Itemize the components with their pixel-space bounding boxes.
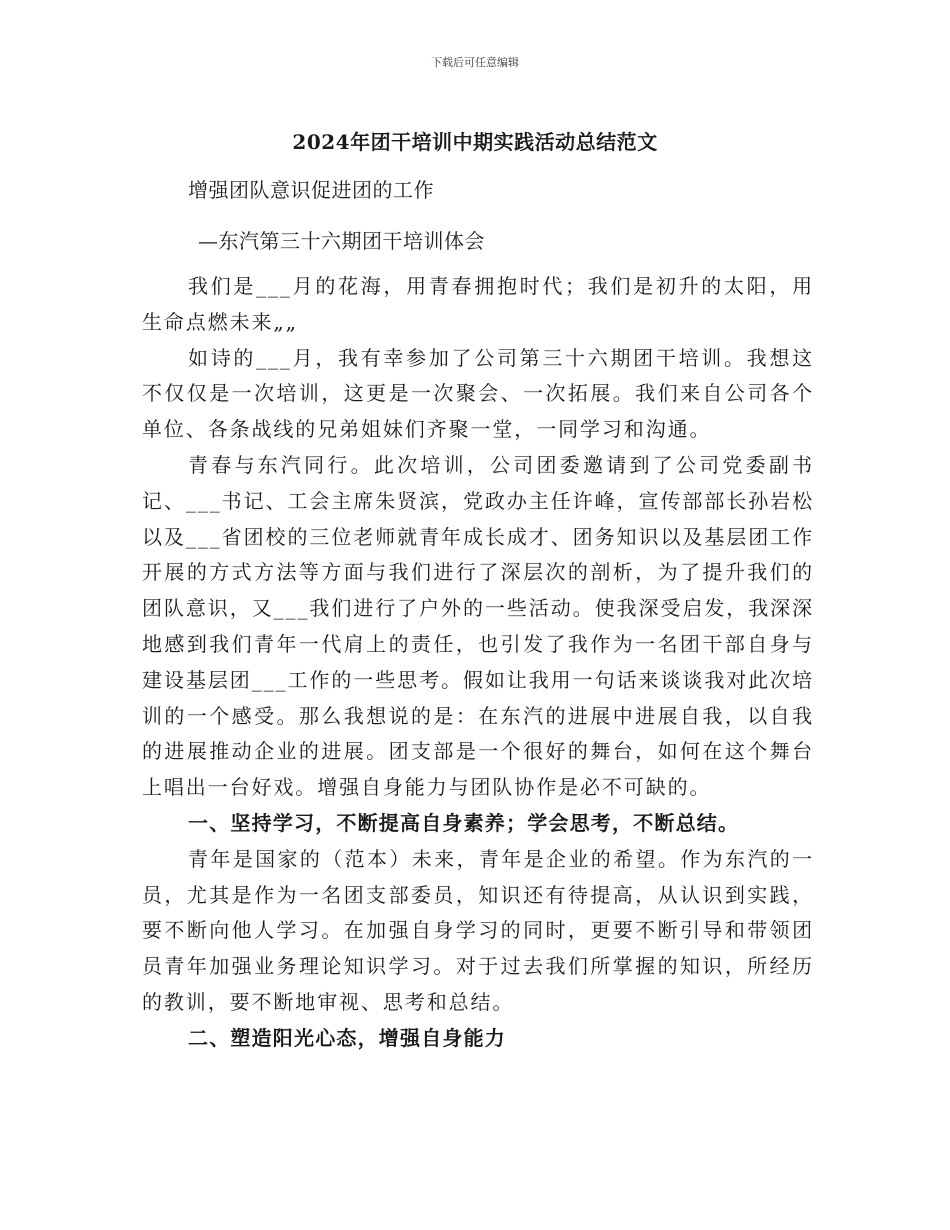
document-byline: —东汽第三十六期团干培训体会 <box>198 229 485 253</box>
document-body <box>142 269 814 1057</box>
document-title: 2024年团干培训中期实践活动总结范文 <box>292 130 658 154</box>
document-subtitle: 增强团队意识促进团的工作 <box>188 178 434 202</box>
paragraph-learning: 青年是国家的（范本）未来，青年是企业的希望。作为东汽的一员，尤其是作为一名团支部委员，知识还有待提高，从认识到实践，要不断向他人学习。在加强自身学习的同时，更要不断引导和带领团员青年加强业务理论知识学习。对于过去我们所掌握的知识，所经历的教训，要不断地审视、思考和总结。 <box>142 846 814 1014</box>
section-heading-1: 一、坚持学习，不断提高自身素养；学会思考，不断总结。 <box>188 810 740 835</box>
paragraph-training: 如诗的___月，我有幸参加了公司第三十六期团干培训。我想这不仅仅是一次培训，这更是一次聚会、一次拓展。我们来自公司各个单位、各条战线的兄弟姐妹们齐聚一堂，一同学习和沟通。 <box>142 345 814 442</box>
paragraph-youth: 青春与东汽同行。此次培训，公司团委邀请到了公司党委副书记、___书记、工会主席朱贤滨，党政办主任许峰，宣传部部长孙岩松以及___省团校的三位老师就青年成长成才、团务知识以及基层团工作开展的方式方法等方面与我们进行了深层次的剖析，为了提升我们的团队意识，又___我们进行了户外的一些活动。使我深受启发，我深深地感到我们青年一代肩上的责任，也引发了我作为一名团干部自身与建设基层团___工作的一些思考。假如让我用一句话来谈谈我对此次培训的一个感受。那么我想说的是：在东汽的进展中进展自我，以自我的进展推动企业的进展。团支部是一个很好的舞台，如何在这个舞台上唱出一台好戏。增强自身能力与团队协作是必不可缺的。 <box>142 452 814 800</box>
section-heading-2: 二、塑造阳光心态，增强自身能力 <box>188 1025 506 1050</box>
page-header-note: 下载后可任意编辑 <box>431 56 519 69</box>
paragraph-intro: 我们是___月的花海，用青春拥抱时代；我们是初升的太阳，用生命点燃未来„„ <box>142 274 814 334</box>
